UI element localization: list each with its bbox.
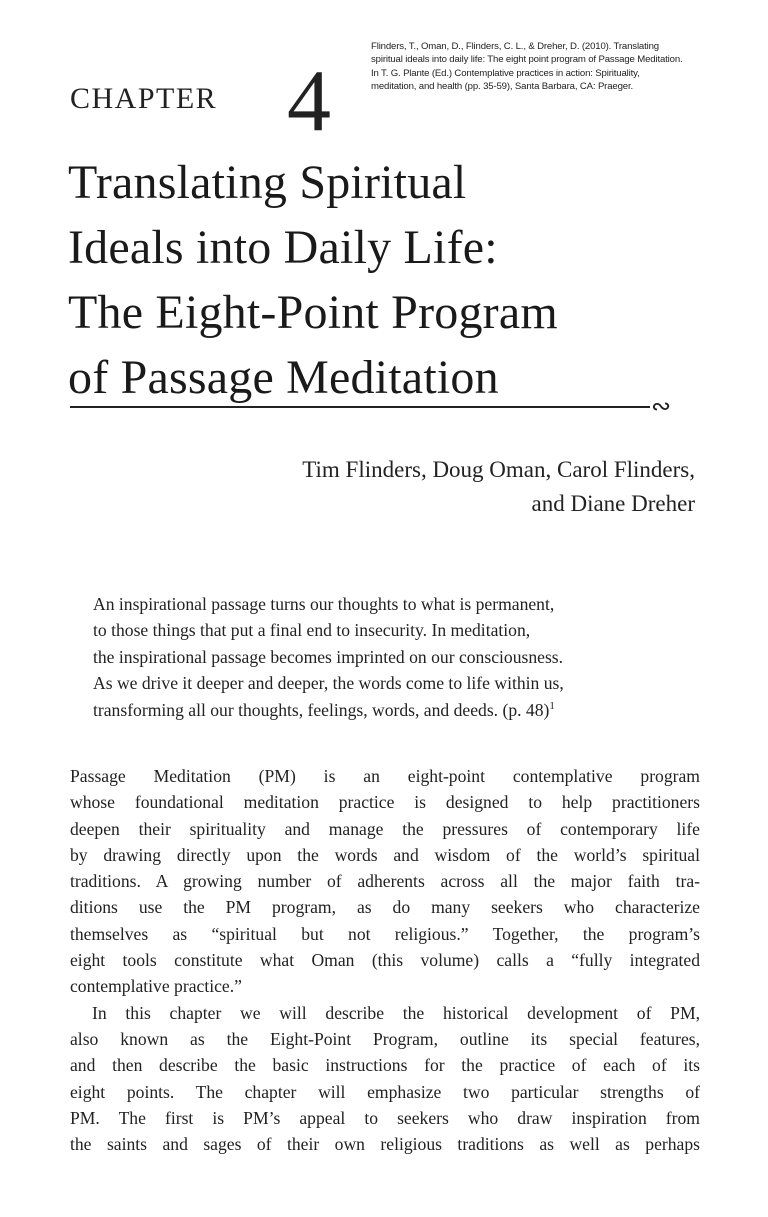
body-line: ditions use the PM program, as do many seekers who characterize [70,897,700,918]
epigraph-line: to those things that put a final end to insecurity. In meditation, [93,620,531,641]
body-line: contemplative practice.” [70,976,242,997]
title-divider [70,406,650,408]
epigraph-line: the inspirational passage becomes imprinted on our consciousness. [93,646,564,667]
epigraph-line: As we drive it deeper and deeper, the words come to life within us, [93,673,564,694]
citation-line: spiritual ideals into daily life: The eight point program of Passage Meditation. [371,54,683,66]
body-line: eight tools constitute what Oman (this volume) calls a “fully integrated [70,950,700,971]
title-line: of Passage Meditation [68,351,499,404]
body-line: PM. The first is PM’s appeal to seekers who draw inspiration from [70,1107,700,1128]
citation-line: meditation, and health (pp. 35-59), Santa Barbara, CA: Praeger. [371,80,634,92]
body-line: traditions. A growing number of adherents across all the major faith tra- [70,871,700,892]
body-line: whose foundational meditation practice is designed to help practitioners [70,792,700,813]
chapter-title [68,150,708,410]
author-line: Tim Flinders, Doug Oman, Carol Flinders, [302,457,695,482]
footnote-ref[interactable]: 1 [549,699,555,712]
citation-line: In T. G. Plante (Ed.) Contemplative practices in action: Spirituality, [371,67,640,79]
author-line: and Diane Dreher [531,491,695,516]
title-line: Ideals into Daily Life: [68,221,498,274]
epigraph [93,591,693,723]
body-line: eight points. The chapter will emphasize two particular strengths of [70,1081,700,1102]
paragraph-1 [70,763,700,1000]
citation-note [371,40,716,93]
title-line: The Eight-Point Program [68,286,558,339]
body-text [70,763,700,1157]
body-line: and then describe the basic instructions for the practice of each of its [70,1055,700,1076]
body-line: also known as the Eight-Point Program, outline its special features, [70,1028,700,1049]
body-line: In this chapter we will describe the historical development of PM, [92,1002,700,1023]
body-line: by drawing directly upon the words and wisdom of the world’s spiritual [70,844,700,865]
body-line: deepen their spirituality and manage the pressures of contemporary life [70,818,700,839]
author-list [302,453,695,521]
title-line: Translating Spiritual [68,156,467,209]
body-line: the saints and sages of their own religious traditions as well as perhaps [70,1134,700,1155]
paragraph-2 [70,1000,700,1158]
epigraph-line-text: transforming all our thoughts, feelings, words, and deeds. (p. 48) [93,699,550,720]
chapter-label: CHAPTER [70,82,218,115]
body-line: themselves as “spiritual but not religious.” Together, the program’s [70,923,700,944]
citation-line: Flinders, T., Oman, D., Flinders, C. L., & Dreher, D. (2010). Translating [371,41,659,52]
flourish-icon: ∾ [651,392,672,420]
body-line: Passage Meditation (PM) is an eight-point contemplative program [70,766,700,786]
epigraph-line: An inspirational passage turns our thoughts to what is permanent, [93,594,555,614]
epigraph-line-last [93,697,693,723]
chapter-number: 4 [287,53,331,150]
